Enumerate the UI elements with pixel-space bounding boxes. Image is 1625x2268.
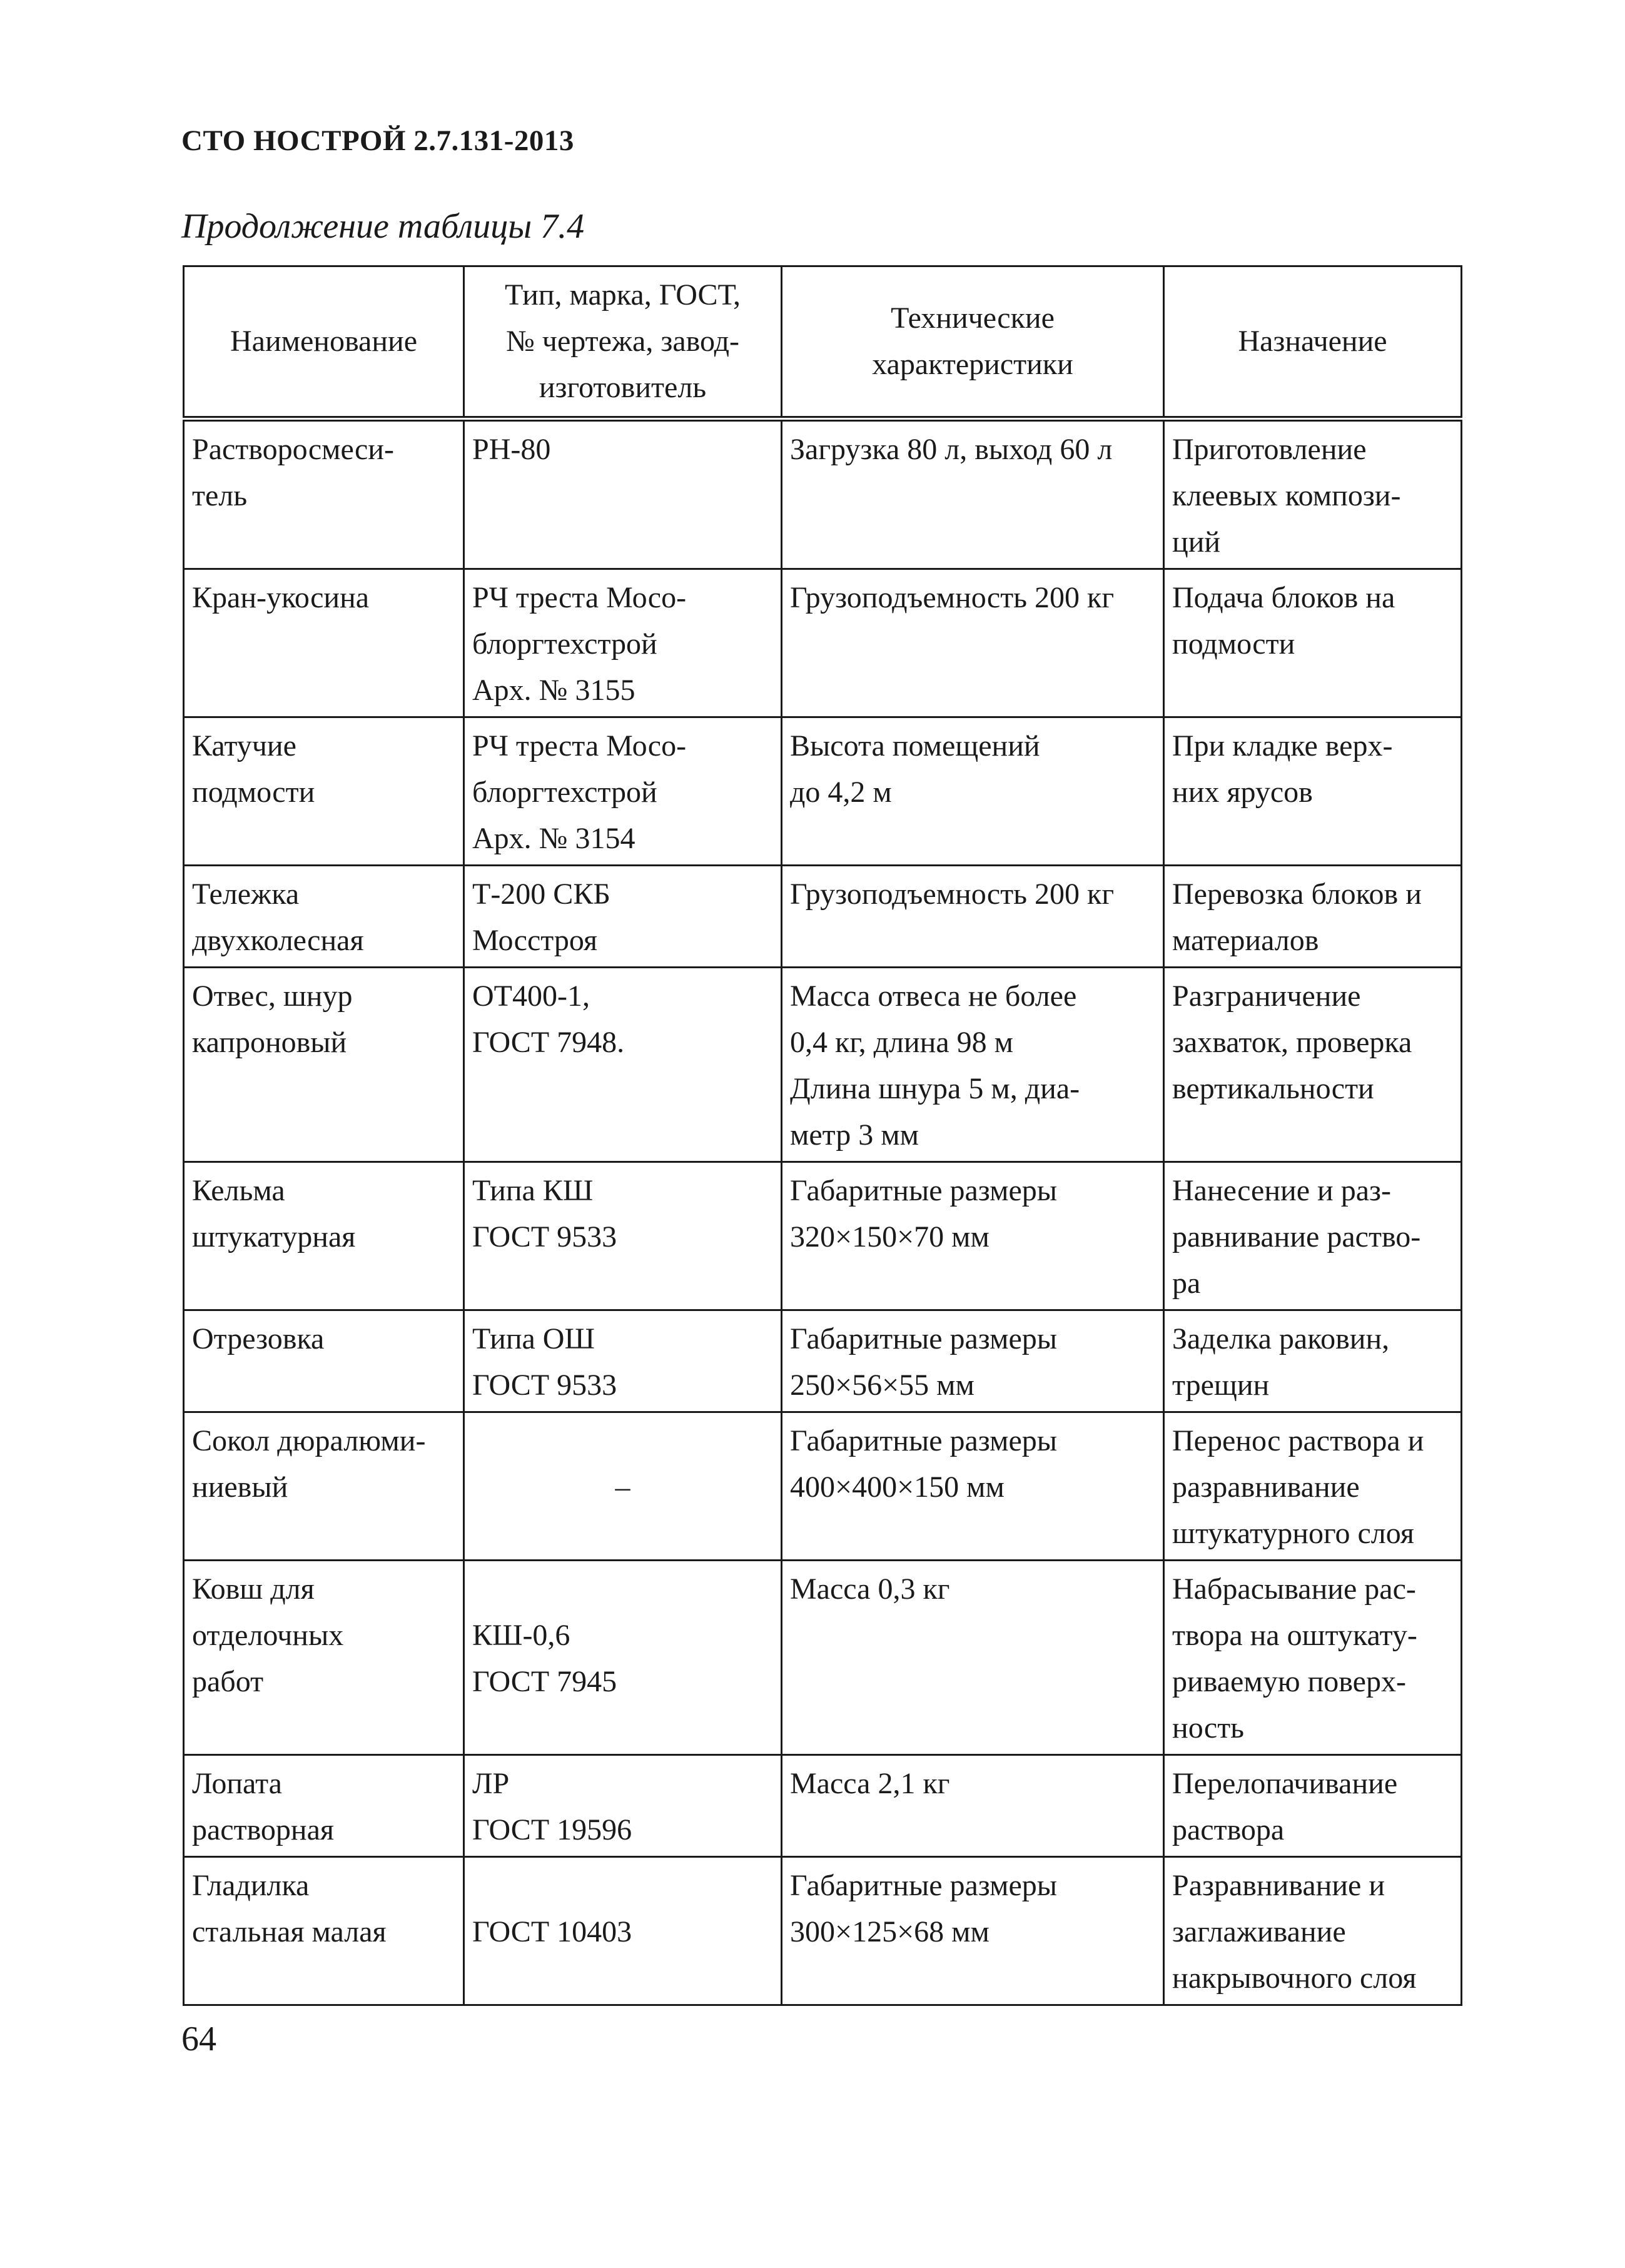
cell-name: Катучие подмости <box>184 717 464 866</box>
table-row <box>184 1561 1462 1755</box>
cell-type: РЧ треста Мосо- блоргтехстрой Арх. № 3155 <box>464 569 782 717</box>
cell-specs: Грузоподъемность 200 кг <box>782 569 1164 717</box>
cell-specs: Габаритные размеры 250×56×55 мм <box>782 1310 1164 1412</box>
table-header-row <box>184 266 1462 419</box>
table-row <box>184 866 1462 968</box>
equipment-table <box>183 265 1462 2006</box>
cell-purpose: Разравнивание и заглаживание накрывочного слоя <box>1164 1857 1462 2005</box>
column-header-specs: Технические характеристики <box>782 266 1164 419</box>
cell-purpose: Разграничение захваток, проверка вертикальности <box>1164 968 1462 1162</box>
table-row <box>184 1755 1462 1857</box>
cell-name: Ковш для отделочных работ <box>184 1561 464 1755</box>
cell-specs: Габаритные размеры 320×150×70 мм <box>782 1162 1164 1310</box>
cell-name: Кельма штукатурная <box>184 1162 464 1310</box>
column-header-purpose: Назначение <box>1164 266 1462 419</box>
table-row <box>184 717 1462 866</box>
table-row <box>184 968 1462 1162</box>
column-header-name: Наименование <box>184 266 464 419</box>
cell-purpose: Приготовление клеевых компози- ций <box>1164 419 1462 569</box>
cell-specs: Габаритные размеры 400×400×150 мм <box>782 1412 1164 1561</box>
cell-name: Отрезовка <box>184 1310 464 1412</box>
table-row <box>184 1162 1462 1310</box>
cell-specs: Высота помещений до 4,2 м <box>782 717 1164 866</box>
cell-purpose: Перевозка блоков и материалов <box>1164 866 1462 968</box>
cell-name: Сокол дюралюми- ниевый <box>184 1412 464 1561</box>
cell-type: РН-80 <box>464 419 782 569</box>
cell-type: КШ-0,6 ГОСТ 7945 <box>464 1561 782 1755</box>
cell-specs: Масса 2,1 кг <box>782 1755 1164 1857</box>
column-header-type: Тип, марка, ГОСТ, № чертежа, завод- изготовитель <box>464 266 782 419</box>
table-row <box>184 1857 1462 2005</box>
cell-purpose: Нанесение и раз- равнивание раство- ра <box>1164 1162 1462 1310</box>
table-caption: Продолжение таблицы 7.4 <box>181 207 585 246</box>
table-row <box>184 1412 1462 1561</box>
cell-type: Типа КШ ГОСТ 9533 <box>464 1162 782 1310</box>
document-code-header: СТО НОСТРОЙ 2.7.131-2013 <box>181 124 574 157</box>
cell-purpose: Подача блоков на подмости <box>1164 569 1462 717</box>
cell-purpose: Перелопачивание раствора <box>1164 1755 1462 1857</box>
cell-type: ГОСТ 10403 <box>464 1857 782 2005</box>
cell-type: Т-200 СКБ Мосстроя <box>464 866 782 968</box>
cell-specs: Габаритные размеры 300×125×68 мм <box>782 1857 1164 2005</box>
cell-type: ОТ400-1, ГОСТ 7948. <box>464 968 782 1162</box>
cell-type: – <box>464 1412 782 1561</box>
cell-specs: Масса отвеса не более 0,4 кг, длина 98 м Длина шнура 5 м, диа- метр 3 мм <box>782 968 1164 1162</box>
cell-specs: Масса 0,3 кг <box>782 1561 1164 1755</box>
cell-purpose: При кладке верх- них ярусов <box>1164 717 1462 866</box>
table-row <box>184 1310 1462 1412</box>
cell-name: Тележка двухколесная <box>184 866 464 968</box>
cell-type: ЛР ГОСТ 19596 <box>464 1755 782 1857</box>
cell-name: Лопата растворная <box>184 1755 464 1857</box>
cell-name: Кран-укосина <box>184 569 464 717</box>
cell-purpose: Перенос раствора и разравнивание штукатурного слоя <box>1164 1412 1462 1561</box>
table-row <box>184 419 1462 569</box>
cell-type: Типа ОШ ГОСТ 9533 <box>464 1310 782 1412</box>
cell-specs: Загрузка 80 л, выход 60 л <box>782 419 1164 569</box>
cell-name: Гладилка стальная малая <box>184 1857 464 2005</box>
cell-name: Растворосмеси- тель <box>184 419 464 569</box>
cell-type: РЧ треста Мосо- блоргтехстрой Арх. № 3154 <box>464 717 782 866</box>
cell-name: Отвес, шнур капроновый <box>184 968 464 1162</box>
page-number: 64 <box>181 2020 216 2058</box>
table-row <box>184 569 1462 717</box>
cell-specs: Грузоподъемность 200 кг <box>782 866 1164 968</box>
cell-purpose: Заделка раковин, трещин <box>1164 1310 1462 1412</box>
cell-purpose: Набрасывание рас- твора на оштукату- риваемую поверх- ность <box>1164 1561 1462 1755</box>
